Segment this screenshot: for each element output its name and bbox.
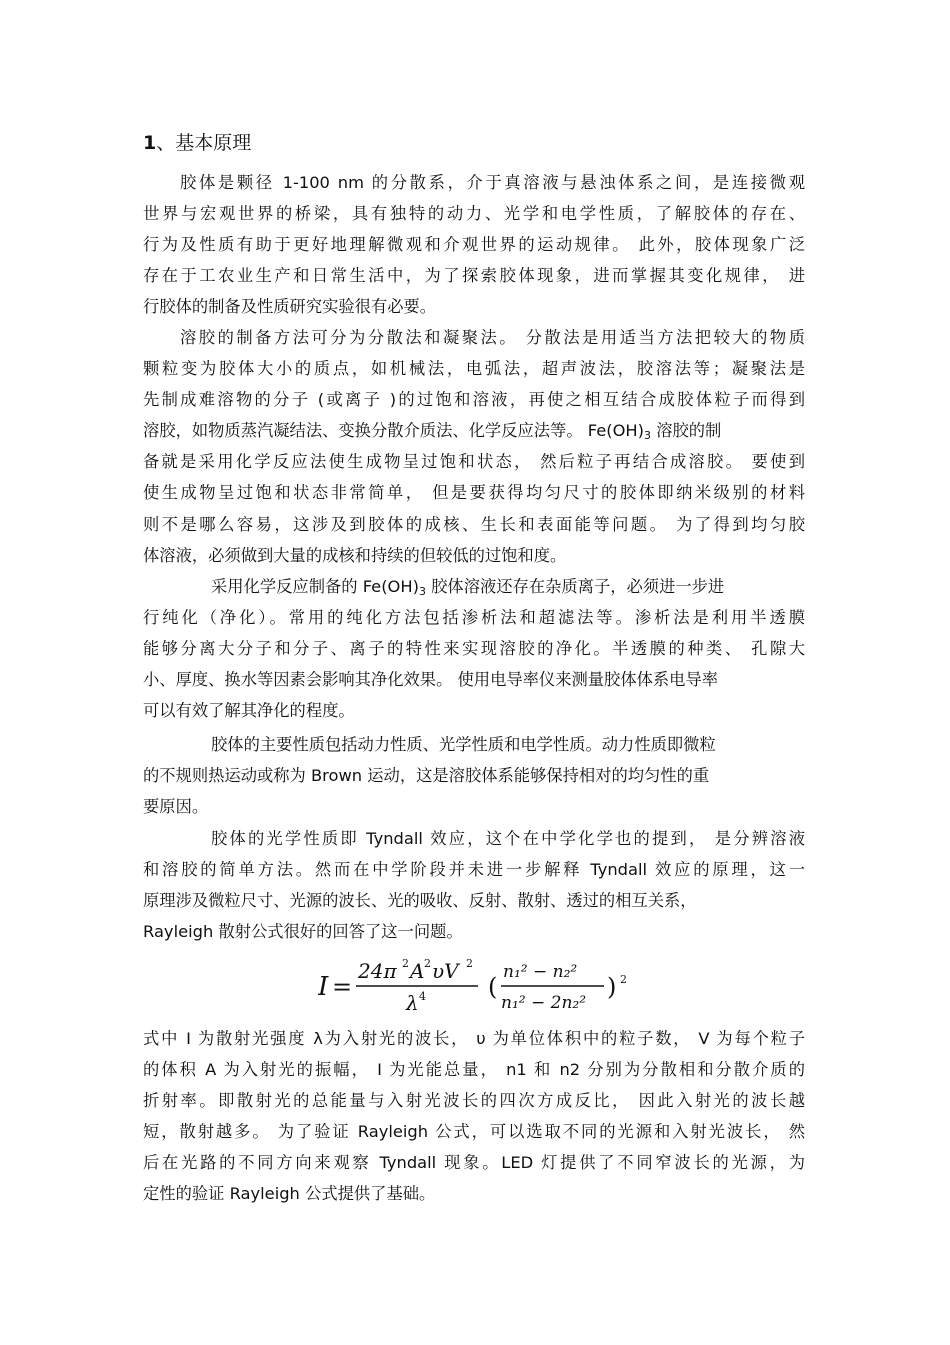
paragraph-3-line-1-tail: 胶体溶液还存在杂质离子，必须进一步进: [425, 577, 725, 596]
paragraph-6-line-3: 折射率。即散射光的总能量与入射光波长的四次方成反比， 因此入射光的波长越: [143, 1091, 805, 1110]
formula-num-coef: 24π: [358, 959, 397, 983]
formula-outer-exp: 2: [620, 973, 627, 986]
formula-den-lambda: λ: [406, 991, 419, 1015]
paragraph-5-line-3: 原理涉及微粒尺寸、光源的波长、光的吸收、反射、散射、透过的相互关系，: [143, 891, 697, 910]
subscript-3: 3: [644, 429, 652, 442]
paragraph-5-line-4: Rayleigh 散射公式很好的回答了这一问题。: [143, 922, 463, 941]
paragraph-2-line-7: 则不是哪么容易，这涉及到胶体的成核、生长和表面能等问题。 为了得到均匀胶: [143, 515, 805, 534]
paragraph-2-line-3: 先制成难溶物的分子 (或离子 )的过饱和溶液，再使之相互结合成胶体粒子而得到: [143, 390, 805, 409]
formula-exp-v: 2: [466, 957, 473, 970]
paragraph-1-line-5: 行胶体的制备及性质研究实验很有必要。: [143, 297, 437, 316]
formula-exp-a: 2: [424, 957, 431, 970]
rayleigh-formula: [318, 955, 638, 1019]
paragraph-1-line-3: 行为及性质有助于更好地理解微观和介观世界的运动规律。 此外，胶体现象广泛: [143, 235, 805, 254]
paragraph-4-line-3: 要原因。: [143, 797, 209, 816]
paragraph-3-line-4: 小、厚度、换水等因素会影响其净化效果。 使用电导率仪来测量胶体体系电导率: [143, 670, 719, 689]
section-number: 1: [143, 132, 157, 154]
formula-num-v: υV: [432, 959, 459, 983]
subscript-3: 3: [418, 585, 426, 598]
formula-frac-num: n₁² − n₂²: [503, 962, 578, 982]
formula-frac-den: n₁² − 2n₂²: [501, 993, 587, 1013]
formula-equals: =: [332, 973, 353, 1001]
paragraph-5-line-1: 胶体的光学性质即 Tyndall 效应，这个在中学化学也的提到， 是分辨溶液: [211, 829, 805, 848]
formula-lhs: I: [318, 972, 329, 1002]
paragraph-3-line-2: 行纯化（净化）。常用的纯化方法包括渗析法和超滤法等。渗析法是利用半透膜: [143, 608, 805, 627]
paragraph-5-line-2: 和溶胶的简单方法。然而在中学阶段并未进一步解释 Tyndall 效应的原理，这一: [143, 860, 805, 879]
paragraph-1-line-1: 胶体是颗径 1-100 nm 的分散系，介于真溶液与悬浊体系之间，是连接微观: [180, 173, 805, 192]
formula-exp-lambda: 4: [419, 990, 426, 1003]
section-heading: [143, 131, 251, 155]
paragraph-4-line-1: 胶体的主要性质包括动力性质、光学性质和电学性质。动力性质即微粒: [211, 735, 716, 754]
paragraph-6-line-6: 定性的验证 Rayleigh 公式提供了基础。: [143, 1184, 436, 1203]
paragraph-2-line-5: 备就是采用化学反应法使生成物呈过饱和状态， 然后粒子再结合成溶胶。 要使到: [143, 452, 805, 471]
formula-exp-pi: 2: [402, 957, 409, 970]
paragraph-1-line-4: 存在于工农业生产和日常生活中，为了探索胶体现象，进而掌握其变化规律， 进: [143, 266, 805, 285]
paragraph-3-line-3: 能够分离大分子和分子、离子的特性来实现溶胶的净化。半透膜的种类、 孔隙大: [143, 639, 805, 658]
paragraph-4-line-2: 的不规则热运动或称为 Brown 运动，这是溶胶体系能够保持相对的均匀性的重: [143, 766, 710, 785]
formula-rparen: ): [607, 973, 617, 1001]
paragraph-6-line-5: 后在光路的不同方向来观察 Tyndall 现象。LED 灯提供了不同窄波长的光源，为: [143, 1153, 805, 1172]
formula-num-a: A: [410, 959, 425, 983]
paragraph-2-line-4-tail: 溶胶的制: [651, 421, 722, 440]
paragraph-1-line-2: 世界与宏观世界的桥梁，具有独特的动力、光学和电学性质，了解胶体的存在、: [143, 204, 805, 223]
paragraph-3-line-1-text: 采用化学反应制备的 Fe(OH): [211, 577, 419, 596]
paragraph-2-line-4: [143, 418, 721, 444]
paragraph-6-line-1: 式中 I 为散射光强度 λ为入射光的波长， υ 为单位体积中的粒子数， V 为每个粒子: [143, 1029, 805, 1048]
paragraph-2-line-6: 使生成物呈过饱和状态非常简单， 但是要获得均匀尺寸的胶体即纳米级别的材料: [143, 483, 805, 502]
section-title: 、基本原理: [156, 132, 252, 154]
paragraph-2-line-8: 体溶液，必须做到大量的成核和持续的但较低的过饱和度。: [143, 546, 567, 565]
paragraph-2-line-2: 颗粒变为胶体大小的质点，如机械法，电弧法，超声波法，胶溶法等；凝聚法是: [143, 359, 805, 378]
paragraph-2-line-1: 溶胶的制备方法可分为分散法和凝聚法。 分散法是用适当方法把较大的物质: [180, 328, 805, 347]
paragraph-6-line-2: 的体积 A 为入射光的振幅， I 为光能总量， n1 和 n2 分别为分散相和分散介质的: [143, 1060, 805, 1079]
paragraph-2-line-4-text: 溶胶，如物质蒸汽凝结法、变换分散介质法、化学反应法等。 Fe(OH): [143, 421, 645, 440]
paragraph-3-line-1: [211, 574, 724, 600]
paragraph-6-line-4: 短，散射越多。 为了验证 Rayleigh 公式，可以选取不同的光源和入射光波长， 然: [143, 1122, 805, 1141]
paragraph-3-line-5: 可以有效了解其净化的程度。: [143, 701, 355, 720]
formula-lparen: (: [488, 973, 498, 1001]
